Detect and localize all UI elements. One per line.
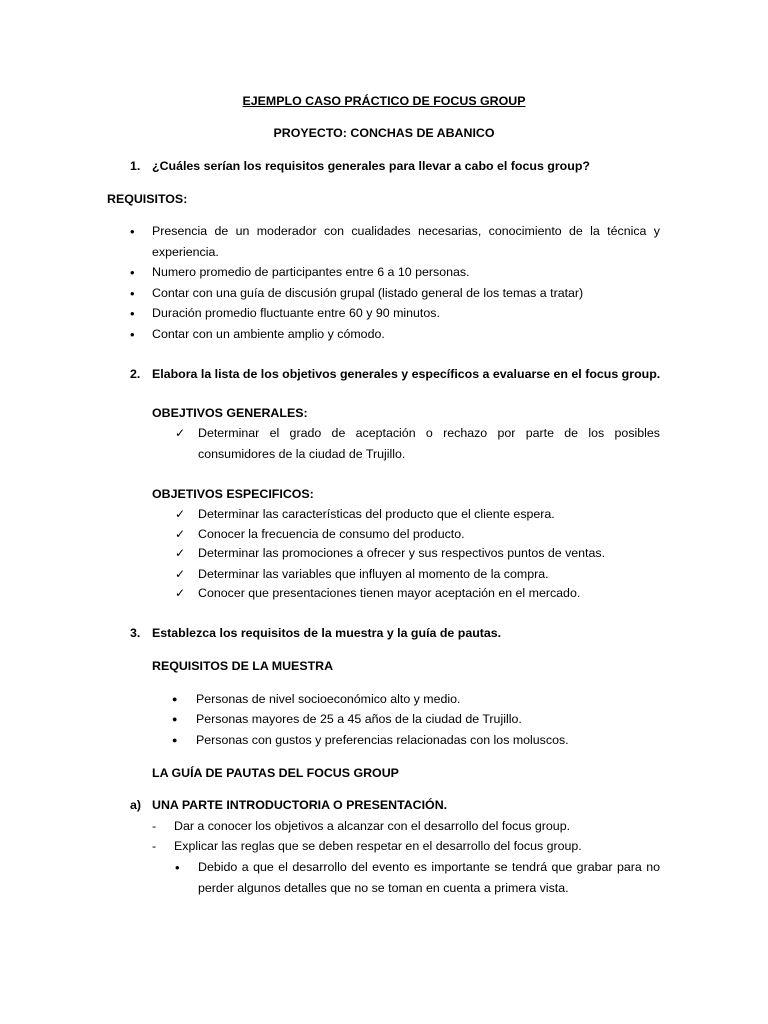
checkmark-icon: ✓ (175, 546, 186, 560)
muestra-item: Personas mayores de 25 a 45 años de la ciudad de Trujillo. (196, 712, 522, 726)
objetivo-especifico-item: Determinar las características del producto que el cliente espera. (198, 507, 555, 521)
guia-sub-item-continuation: perder algunos detalles que no se toman en cuenta a primera vista. (198, 881, 569, 895)
objetivo-especifico-item: Determinar las variables que influyen al momento de la compra. (198, 567, 549, 581)
bullet-icon: • (130, 265, 135, 280)
requisito-item: Numero promedio de participantes entre 6 a 10 personas. (152, 265, 470, 279)
question-2-text: Elabora la lista de los objetivos generales y específicos a evaluarse en el focus group. (152, 367, 661, 381)
question-3-number: 3. (130, 626, 141, 640)
document-title: EJEMPLO CASO PRÁCTICO DE FOCUS GROUP (242, 94, 526, 108)
objetivo-especifico-item: Determinar las promociones a ofrecer y sus respectivos puntos de ventas. (198, 546, 606, 560)
question-1-number: 1. (130, 159, 141, 173)
section-a-label: a) (130, 798, 142, 812)
bullet-icon: • (175, 860, 180, 875)
checkmark-icon: ✓ (175, 527, 186, 541)
guia-dash-item: Explicar las reglas que se deben respetar en el desarrollo del focus group. (174, 839, 582, 853)
objetivo-general-item: Determinar el grado de aceptación o rechazo por parte de los posibles (198, 426, 660, 440)
requisito-item: Presencia de un moderador con cualidades necesarias, conocimiento de la técnica y (152, 224, 660, 238)
objetivo-especifico-item: Conocer que presentaciones tienen mayor aceptación en el mercado. (198, 586, 581, 600)
muestra-heading: REQUISITOS DE LA MUESTRA (152, 659, 334, 673)
bullet-icon: • (130, 306, 135, 321)
dash-marker: - (152, 819, 157, 833)
requisito-item: Contar con un ambiente amplio y cómodo. (152, 327, 385, 341)
requisito-item-continuation: experiencia. (152, 245, 219, 259)
requisitos-heading: REQUISITOS: (107, 192, 188, 206)
question-2-number: 2. (130, 367, 141, 381)
bullet-icon: • (130, 286, 135, 301)
guia-sub-item: Debido a que el desarrollo del evento es importante se tendrá que grabar para no (198, 860, 660, 874)
project-title: PROYECTO: CONCHAS DE ABANICO (273, 126, 495, 140)
objetivos-generales-heading: OBEJTIVOS GENERALES: (152, 406, 308, 420)
requisito-item: Duración promedio fluctuante entre 60 y 90 minutos. (152, 306, 440, 320)
muestra-item: Personas con gustos y preferencias relacionadas con los moluscos. (196, 733, 569, 747)
section-a-title: UNA PARTE INTRODUCTORIA O PRESENTACIÓN. (152, 798, 448, 812)
requisito-item: Contar con una guía de discusión grupal (listado general de los temas a tratar) (152, 286, 584, 300)
checkmark-icon: ✓ (175, 586, 186, 600)
bullet-icon: • (130, 327, 135, 342)
question-3-text: Establezca los requisitos de la muestra y la guía de pautas. (152, 626, 502, 640)
bullet-icon: ● (172, 694, 178, 704)
guia-dash-item: Dar a conocer los objetivos a alcanzar con el desarrollo del focus group. (174, 819, 571, 833)
checkmark-icon: ✓ (175, 507, 186, 521)
bullet-icon: • (130, 224, 135, 239)
guia-heading: LA GUÍA DE PAUTAS DEL FOCUS GROUP (152, 766, 399, 780)
checkmark-icon: ✓ (175, 567, 186, 581)
bullet-icon: ● (172, 735, 178, 745)
objetivos-especificos-heading: OBJETIVOS ESPECIFICOS: (152, 487, 314, 501)
muestra-item: Personas de nivel socioeconómico alto y medio. (196, 692, 461, 706)
objetivo-general-continuation: consumidores de la ciudad de Trujillo. (198, 447, 406, 461)
bullet-icon: ● (172, 714, 178, 724)
question-1-text: ¿Cuáles serían los requisitos generales para llevar a cabo el focus group? (152, 159, 590, 173)
objetivo-especifico-item: Conocer la frecuencia de consumo del producto. (198, 527, 465, 541)
checkmark-icon: ✓ (175, 426, 186, 440)
dash-marker: - (152, 839, 157, 853)
